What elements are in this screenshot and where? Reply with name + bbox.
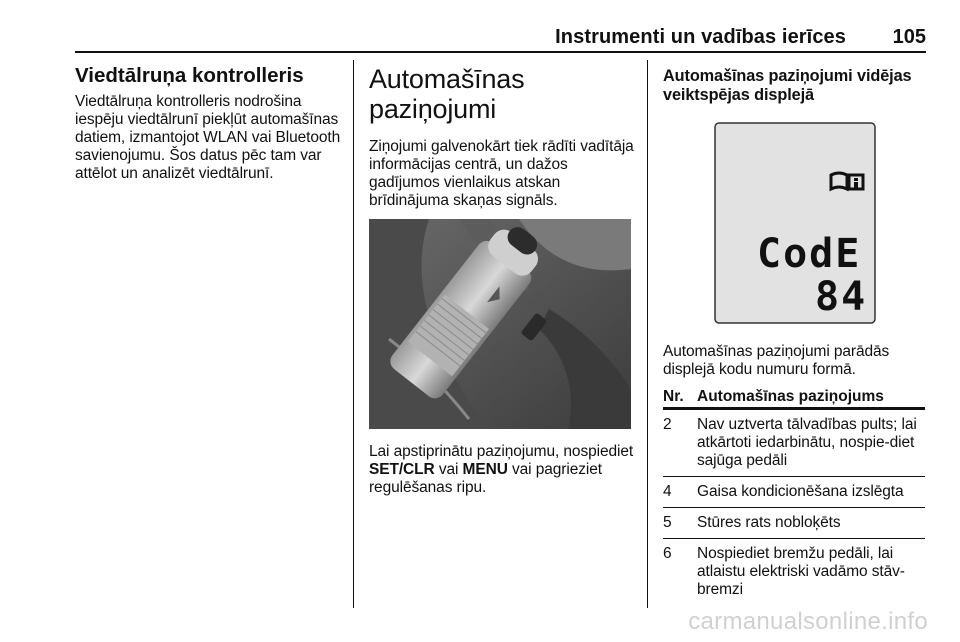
display-caption xyxy=(663,343,929,379)
table-header-rule xyxy=(663,407,925,410)
row-message: Stūres rats nobloķēts xyxy=(697,514,841,531)
row-rule xyxy=(663,538,925,539)
table-header xyxy=(663,388,925,406)
lcd-code-text: CodE xyxy=(757,231,862,277)
stalk-control-photo xyxy=(369,219,631,429)
column-smartphone-controller xyxy=(75,60,345,183)
message-code-table xyxy=(663,388,925,599)
section-heading-midlevel-display: Automašīnas paziņojumi vidējas veiktspējas displejā xyxy=(663,67,912,104)
column-header-message: Automašīnas paziņojums xyxy=(697,388,884,405)
column-divider-right xyxy=(647,60,648,608)
header-rule xyxy=(75,51,926,53)
caption-suffix: vai pagrieziet regulēšanas ripu. xyxy=(369,461,602,496)
row-number: 4 xyxy=(663,483,672,500)
smartphone-controller-text: Viedtālruņa kontrolleris nodrošina iespēju viedtālrunī piekļūt automašīnas datiem, izmantojot WLAN vai Bluetooth savienojumu. Šos datus pēc tam var attēlot un analizēt viedtālrunī. xyxy=(75,93,341,182)
table-row xyxy=(663,514,925,532)
running-header-title: Instrumenti un vadības ierīces xyxy=(555,26,846,48)
row-rule xyxy=(663,507,925,508)
caption-mid: vai xyxy=(434,461,463,478)
row-rule xyxy=(663,476,925,477)
row-number: 5 xyxy=(663,514,672,531)
lcd-display xyxy=(663,115,925,330)
row-number: 6 xyxy=(663,545,672,562)
row-message: Nospiediet bremžu pedāli, lai atlaistu elektriski vadāmo stāv-bremzi xyxy=(697,545,905,598)
caption-prefix: Lai apstiprinātu paziņojumu, nospiediet xyxy=(369,443,634,460)
lcd-code-number: 84 xyxy=(815,274,868,320)
page-number: 105 xyxy=(892,26,926,48)
stalk-illustration xyxy=(369,219,631,429)
table-row xyxy=(663,416,925,470)
row-number: 2 xyxy=(663,416,672,433)
menu-key: MENU xyxy=(462,461,508,478)
column-midlevel-display xyxy=(663,60,929,105)
watermark: carmanualsonline.info xyxy=(688,608,928,635)
column-header-nr: Nr. xyxy=(663,388,684,405)
stalk-caption-text xyxy=(369,443,637,497)
section-heading-smartphone-controller: Viedtālruņa kontrolleris xyxy=(75,64,304,87)
photo-caption xyxy=(369,443,637,497)
table-row xyxy=(663,483,925,501)
table-row xyxy=(663,545,925,599)
vehicle-messages-intro: Ziņojumi galvenokārt tiek rādīti vadītāja informācijas centrā, un dažos gadījumos vienlaikus atskan brīdinājuma skaņas signāls. xyxy=(369,138,634,209)
section-heading-vehicle-messages xyxy=(369,64,637,124)
heading-line: Automašīnas xyxy=(369,64,525,94)
column-divider-left xyxy=(353,60,354,608)
column-vehicle-messages xyxy=(369,60,637,210)
midlevel-display-illustration xyxy=(663,115,925,330)
set-clr-key: SET/CLR xyxy=(369,461,435,478)
heading-line: paziņojumi xyxy=(369,94,497,124)
row-message: Nav uztverta tālvadības pults; lai atkārtoti iedarbinātu, nospie-diet sajūga pedāli xyxy=(697,416,917,469)
row-message: Gaisa kondicionēšana izslēgta xyxy=(697,483,904,500)
page-header xyxy=(75,22,926,52)
display-caption-text: Automašīnas paziņojumi parādās displejā kodu numuru formā. xyxy=(663,343,890,378)
